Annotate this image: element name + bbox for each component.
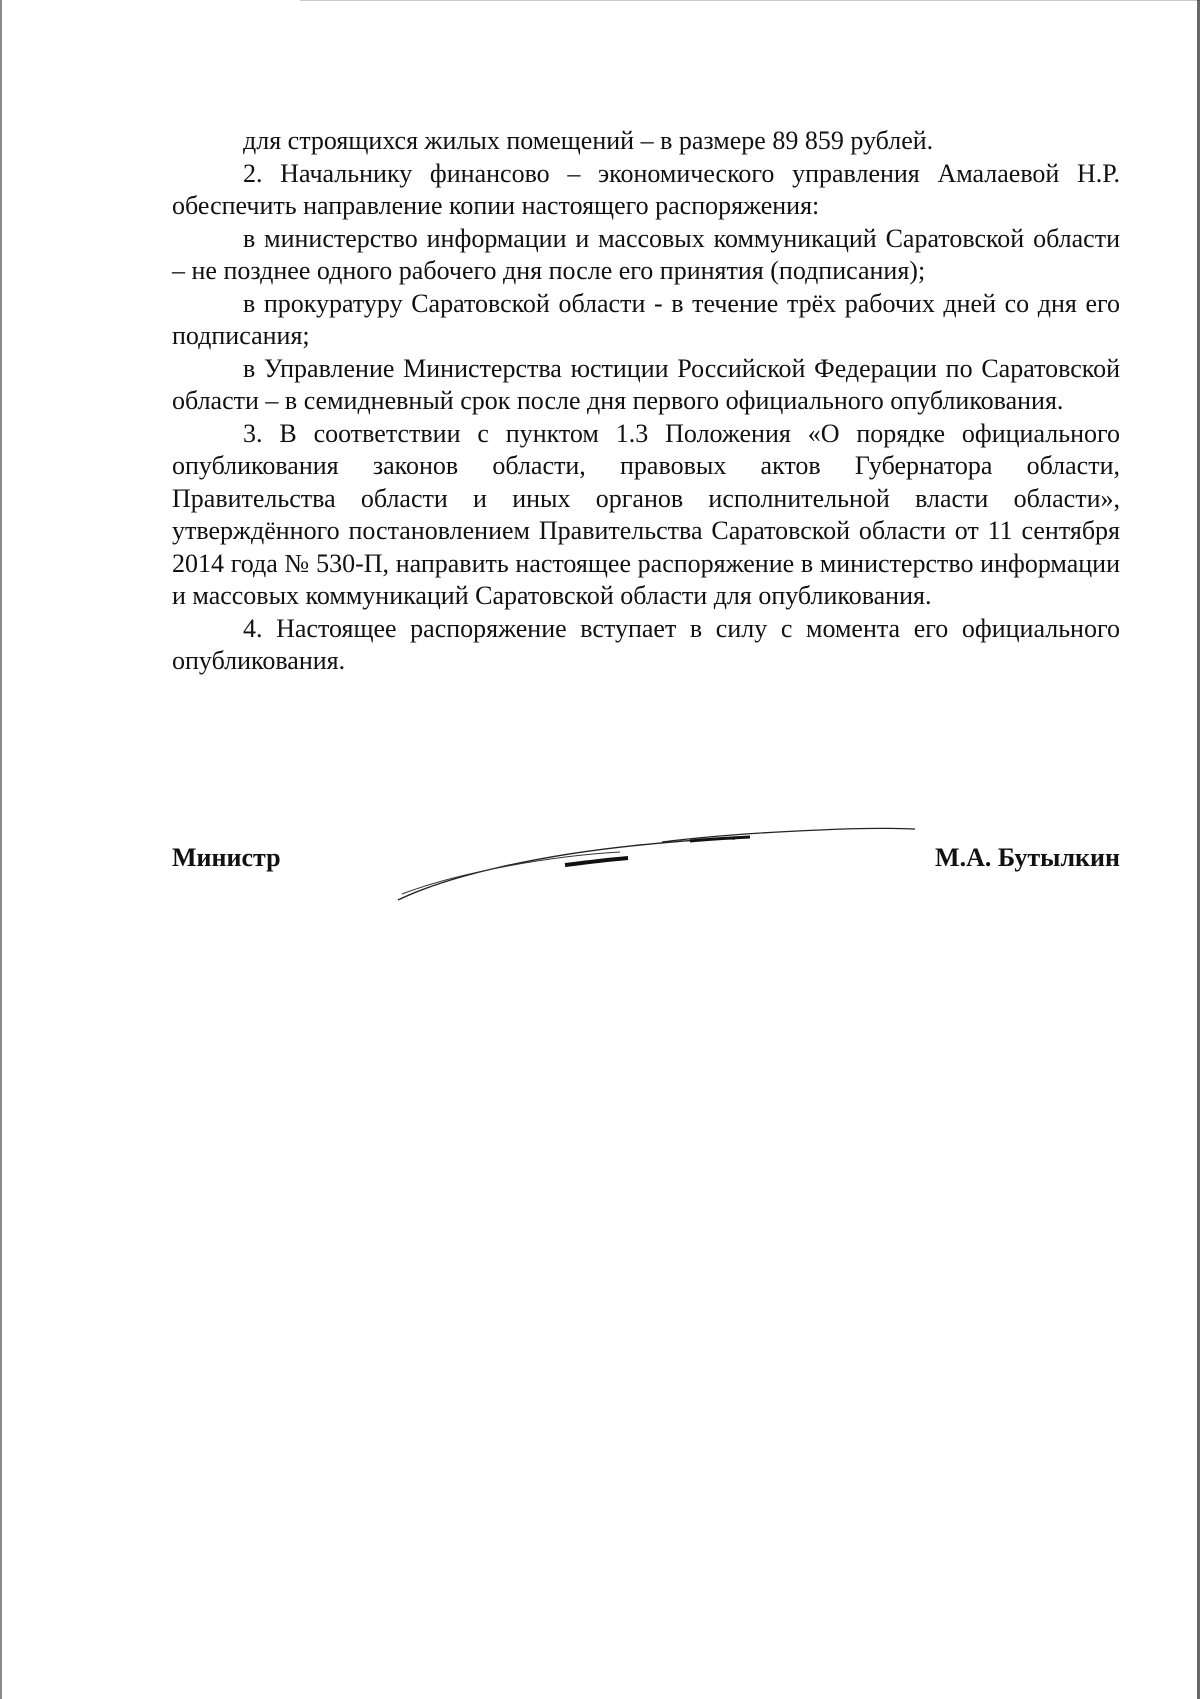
paragraph-continuation: для строящихся жилых помещений – в размере 89 859 рублей. xyxy=(243,126,934,155)
signer-name: М.А. Бутылкин xyxy=(935,843,1120,872)
paragraph-justice-ministry: в Управление Министерства юстиции Российской Федерации по Саратовской области – в семидневный срок после дня первого официального опубликования. xyxy=(172,353,1120,415)
scan-edge-top xyxy=(300,0,1200,1)
paragraph-item-3: 3. В соответствии с пунктом 1.3 Положения «О порядке официального опубликования законов области, правовых актов Губернатора области, Правительства области и иных органов исполнительной власти области», утверждённого постановлением Правительства Саратовской области от 11 сентября 2014 года № 530-П, направить настоящее распоряжение в министерство информации и массовых коммуникаций Саратовской области для опубликования. xyxy=(172,418,1120,610)
signature-block xyxy=(172,843,1120,883)
paragraph-item-2: 2. Начальнику финансово – экономического управления Амалаевой Н.Р. обеспечить направление копии настоящего распоряжения: xyxy=(172,158,1120,220)
paragraph-item-4: 4. Настоящее распоряжение вступает в силу с момента его официального опубликования. xyxy=(172,613,1120,675)
paragraph-prosecutor: в прокуратуру Саратовской области - в течение трёх рабочих дней со дня его подписания; xyxy=(172,288,1120,350)
paragraph-ministry-info: в министерство информации и массовых коммуникаций Саратовской области – не позднее одного рабочего дня после его принятия (подписания); xyxy=(172,223,1120,285)
signer-title: Министр xyxy=(172,843,281,872)
scan-edge-left xyxy=(0,0,2,1699)
document-body xyxy=(172,125,1120,678)
